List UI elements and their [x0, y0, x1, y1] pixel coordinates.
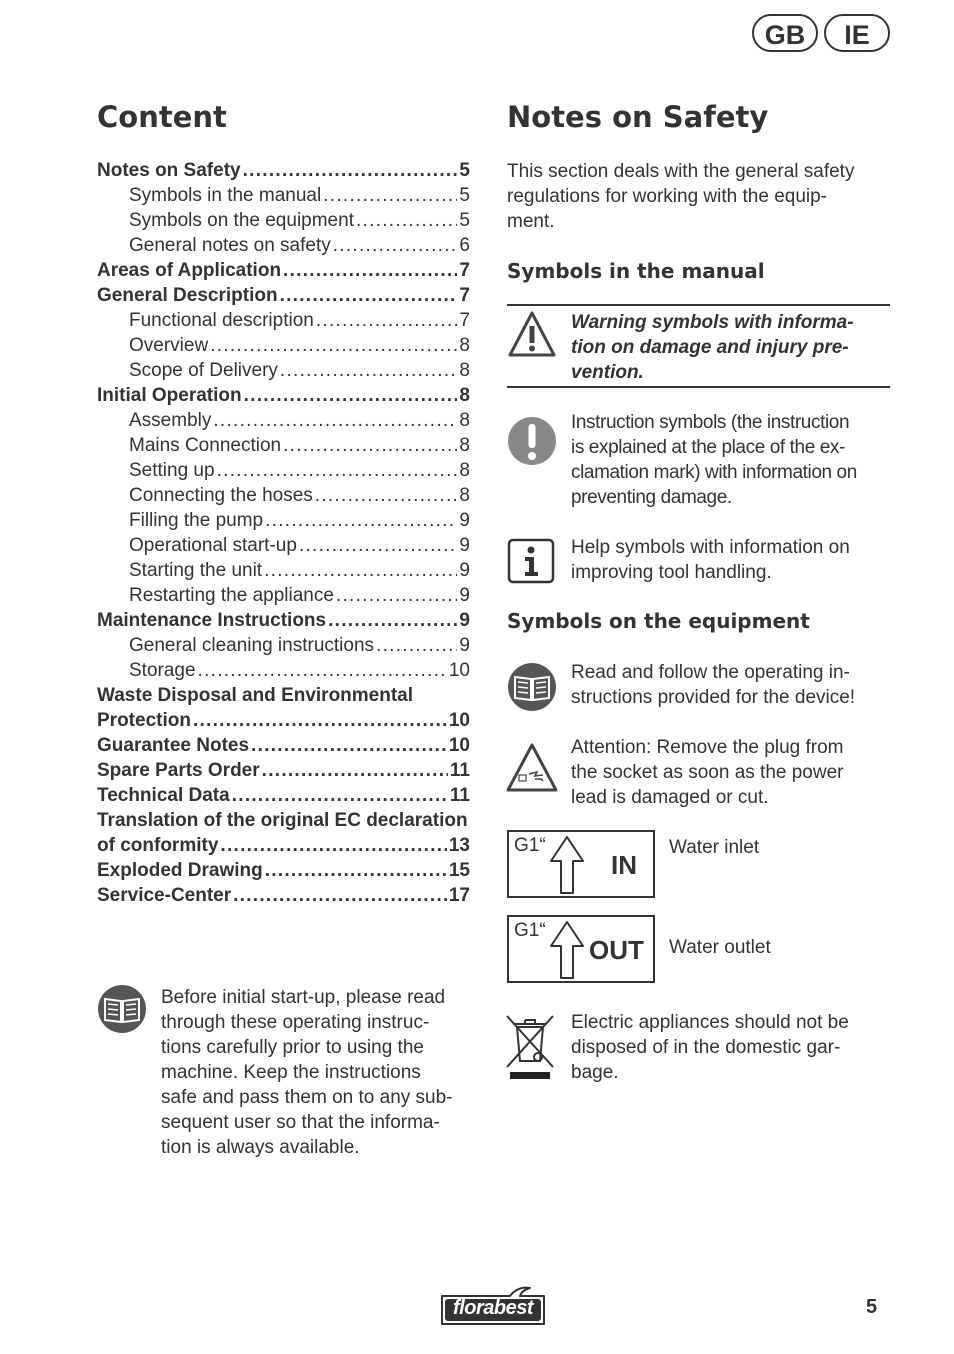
toc-entry	[97, 583, 470, 608]
toc-entry	[97, 183, 470, 208]
text-line: is explained at the place of the ex-	[571, 437, 845, 458]
toc-label: Starting the unit	[129, 560, 263, 581]
toc-label: Guarantee Notes	[97, 735, 250, 756]
divider	[507, 304, 890, 306]
toc-label: Initial Operation	[97, 385, 242, 406]
toc-page: 13	[448, 835, 470, 856]
toc-page: 8	[459, 485, 470, 506]
toc-page: 17	[448, 885, 470, 906]
language-badge-gb: GB	[752, 14, 818, 52]
toc-page: 8	[459, 385, 470, 406]
text-line: tion is always available.	[161, 1137, 360, 1158]
crossed-bin-icon	[505, 1013, 555, 1081]
text-line: Help symbols with information on	[571, 537, 850, 558]
toc-leader	[232, 783, 448, 808]
notes-on-safety-title: Notes on Safety	[507, 100, 769, 134]
toc-entry	[97, 508, 470, 533]
toc-page: 10	[448, 660, 470, 681]
text-line: Read and follow the operating in-	[571, 662, 850, 683]
toc-entry	[97, 383, 470, 408]
toc-label: General notes on safety	[129, 235, 331, 256]
toc-entry	[97, 358, 470, 383]
text-line: Instruction symbols (the instruction	[571, 412, 850, 433]
in-label: IN	[611, 850, 637, 880]
toc-page: 5	[459, 210, 470, 231]
toc-entry	[97, 833, 470, 858]
toc-leader	[333, 233, 458, 258]
toc-entry	[97, 758, 470, 783]
toc-label: Symbols in the manual	[129, 185, 322, 206]
toc-page: 8	[459, 460, 470, 481]
toc-leader	[233, 883, 447, 908]
text-line: clamation mark) with information on	[571, 462, 857, 483]
toc-entry	[97, 658, 470, 683]
toc-leader	[198, 658, 447, 683]
text-line: Electric appliances should not be	[571, 1012, 849, 1033]
toc-leader	[217, 458, 458, 483]
toc-page: 8	[459, 335, 470, 356]
toc-label: Protection	[97, 710, 191, 731]
text-line: tion on damage and injury pre-	[571, 337, 849, 358]
toc-entry	[97, 883, 470, 908]
text-line: machine. Keep the instructions	[161, 1062, 421, 1083]
text-line: Attention: Remove the plug from	[571, 737, 844, 758]
attention-text	[571, 735, 891, 810]
text-line: disposed of in the domestic gar-	[571, 1037, 841, 1058]
text-line: the socket as soon as the power	[571, 762, 844, 783]
toc-label: Assembly	[129, 410, 212, 431]
text-line: structions provided for the device!	[571, 687, 856, 708]
toc-label: Functional description	[129, 310, 314, 331]
toc-leader	[244, 383, 458, 408]
text-line: through these operating instruc-	[161, 1012, 430, 1033]
toc-label: General cleaning instructions	[129, 635, 375, 656]
text-line: vention.	[571, 362, 644, 383]
toc-entry	[97, 333, 470, 358]
toc-page: 10	[448, 735, 470, 756]
toc-label: Exploded Drawing	[97, 860, 263, 881]
toc-leader	[356, 208, 457, 233]
toc-label: Spare Parts Order	[97, 760, 260, 781]
toc-entry	[97, 633, 470, 658]
toc-label: Service-Center	[97, 885, 232, 906]
toc-leader	[280, 358, 458, 383]
toc-leader	[251, 733, 447, 758]
toc-label: Technical Data	[97, 785, 230, 806]
read-follow-text	[571, 660, 891, 710]
text-line: regulations for working with the equip-	[507, 186, 828, 207]
up-arrow-icon	[549, 920, 585, 980]
toc-leader	[193, 708, 447, 733]
plug-warning-icon	[505, 742, 559, 794]
toc-entry	[97, 483, 470, 508]
toc-page: 7	[459, 310, 470, 331]
toc-page: 7	[459, 260, 470, 281]
text-line: This section deals with the general safety	[507, 161, 855, 182]
toc-entry	[97, 783, 470, 808]
toc-label: Symbols on the equipment	[129, 210, 354, 231]
text-line: Warning symbols with informa-	[571, 312, 854, 333]
toc-leader	[243, 158, 458, 183]
water-outlet-text: Water outlet	[669, 937, 771, 958]
safety-intro	[507, 159, 897, 234]
toc-entry	[97, 408, 470, 433]
page-number: 5	[866, 1296, 878, 1318]
toc-label: Operational start-up	[129, 535, 297, 556]
toc-page: 11	[449, 760, 470, 781]
toc-leader	[262, 758, 448, 783]
toc-entry	[97, 558, 470, 583]
divider	[507, 386, 890, 388]
text-line: sequent user so that the informa-	[161, 1112, 440, 1133]
toc-page: 9	[459, 560, 470, 581]
toc-page: 9	[459, 510, 470, 531]
toc-label: Scope of Delivery	[129, 360, 278, 381]
toc-page: 9	[459, 585, 470, 606]
toc-leader	[315, 483, 458, 508]
toc-page: 11	[449, 785, 470, 806]
toc-label: Connecting the hoses	[129, 485, 313, 506]
toc-leader	[265, 508, 457, 533]
toc-entry	[97, 733, 470, 758]
toc-leader	[283, 433, 457, 458]
text-line: ment.	[507, 211, 555, 232]
exclamation-circle-icon	[507, 416, 557, 466]
electric-disposal-text	[571, 1010, 891, 1085]
toc-label: Overview	[129, 335, 209, 356]
toc-label: Areas of Application	[97, 260, 282, 281]
toc-leader	[220, 833, 446, 858]
instruction-symbol-text	[571, 410, 891, 510]
brand-name: florabest	[453, 1297, 533, 1319]
toc-entry	[97, 858, 470, 883]
text-line: lead is damaged or cut.	[571, 787, 769, 808]
toc-leader	[376, 633, 457, 658]
toc-entry	[97, 708, 470, 733]
toc-entry	[97, 283, 470, 308]
toc-entry: Translation of the original EC declaration	[97, 810, 468, 831]
toc-entry	[97, 258, 470, 283]
read-note	[161, 985, 491, 1160]
warning-symbol-text	[571, 310, 891, 385]
help-symbol-text	[571, 535, 891, 585]
toc-page: 8	[459, 360, 470, 381]
text-line: safe and pass them on to any sub-	[161, 1087, 453, 1108]
book-icon	[507, 662, 557, 712]
toc-page: 5	[459, 160, 470, 181]
toc-page: 7	[459, 285, 470, 306]
toc-label: Setting up	[129, 460, 215, 481]
thread-label: G1“	[514, 920, 546, 941]
language-badge-ie: IE	[824, 14, 890, 52]
brand-logo	[438, 1284, 548, 1326]
water-inlet-text: Water inlet	[669, 837, 760, 858]
thread-label: G1“	[514, 835, 546, 856]
text-line: Before initial start-up, please read	[161, 987, 446, 1008]
toc-entry	[97, 608, 470, 633]
toc-page: 8	[459, 435, 470, 456]
toc-label: General Description	[97, 285, 278, 306]
warning-triangle-icon	[507, 310, 557, 358]
toc-page: 9	[459, 610, 470, 631]
toc-page: 8	[459, 410, 470, 431]
toc-leader	[336, 583, 458, 608]
toc-label: Filling the pump	[129, 510, 264, 531]
water-inlet-symbol	[507, 830, 655, 898]
toc-entry	[97, 533, 470, 558]
text-line: tions carefully prior to using the	[161, 1037, 424, 1058]
water-outlet-symbol	[507, 915, 655, 983]
toc-label: of conformity	[97, 835, 219, 856]
toc-leader	[264, 558, 457, 583]
symbols-equipment-heading: Symbols on the equipment	[507, 609, 810, 633]
book-icon	[97, 984, 147, 1034]
text-line: preventing damage.	[571, 487, 732, 508]
toc-entry	[97, 158, 470, 183]
toc-label: Notes on Safety	[97, 160, 241, 181]
toc-label: Restarting the appliance	[129, 585, 334, 606]
toc-entry: Waste Disposal and Environmental	[97, 685, 414, 706]
out-label: OUT	[589, 935, 644, 965]
text-line: bage.	[571, 1062, 619, 1083]
toc-leader	[299, 533, 458, 558]
toc-page: 9	[459, 535, 470, 556]
toc-page: 6	[459, 235, 470, 256]
toc-leader	[265, 858, 447, 883]
toc-entry	[97, 433, 470, 458]
toc-leader	[323, 183, 457, 208]
toc-leader	[280, 283, 458, 308]
toc-page: 15	[448, 860, 470, 881]
toc-entry	[97, 458, 470, 483]
toc-leader	[316, 308, 458, 333]
toc-label: Mains Connection	[129, 435, 282, 456]
toc-leader	[328, 608, 457, 633]
up-arrow-icon	[549, 835, 585, 895]
info-icon	[507, 538, 555, 584]
table-of-contents	[97, 158, 470, 908]
toc-page: 9	[459, 635, 470, 656]
toc-page: 5	[459, 185, 470, 206]
content-title: Content	[97, 100, 227, 134]
toc-leader	[283, 258, 457, 283]
toc-leader	[213, 408, 457, 433]
toc-entry	[97, 233, 470, 258]
toc-label: Maintenance Instructions	[97, 610, 327, 631]
toc-page: 10	[448, 710, 470, 731]
toc-entry	[97, 308, 470, 333]
toc-entry	[97, 208, 470, 233]
symbols-manual-heading: Symbols in the manual	[507, 259, 765, 283]
toc-leader	[210, 333, 457, 358]
toc-label: Storage	[129, 660, 196, 681]
text-line: improving tool handling.	[571, 562, 772, 583]
